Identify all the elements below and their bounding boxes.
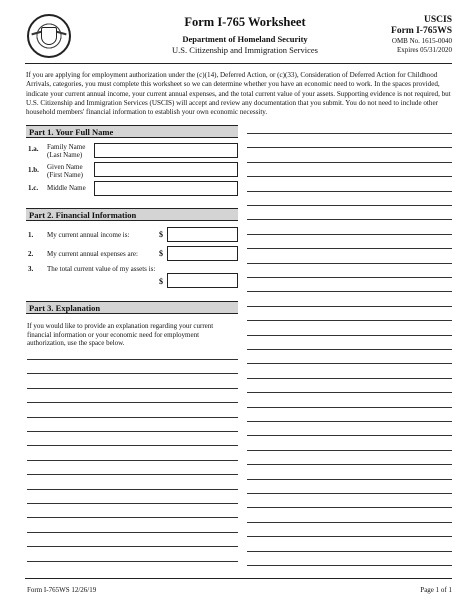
given-name-input[interactable] — [94, 162, 238, 177]
expenses-currency-sign: $ — [159, 249, 163, 258]
assets-value-label: The total current value of my assets is: — [47, 265, 156, 273]
right-writing-line[interactable] — [247, 234, 452, 235]
left-writing-line[interactable] — [27, 546, 238, 547]
right-writing-line[interactable] — [247, 176, 452, 177]
right-writing-line[interactable] — [247, 551, 452, 552]
right-writing-line[interactable] — [247, 435, 452, 436]
right-writing-line[interactable] — [247, 479, 452, 480]
field-p2-3-number: 3. — [28, 265, 34, 273]
right-writing-line[interactable] — [247, 536, 452, 537]
right-writing-line[interactable] — [247, 378, 452, 379]
left-writing-line[interactable] — [27, 388, 238, 389]
left-writing-line[interactable] — [27, 503, 238, 504]
part3-header: Part 3. Explanation — [26, 301, 238, 314]
annual-income-label: My current annual income is: — [47, 231, 130, 239]
agency-code: USCIS — [424, 15, 452, 25]
right-writing-line[interactable] — [247, 291, 452, 292]
middle-name-input[interactable] — [94, 181, 238, 196]
right-writing-line[interactable] — [247, 219, 452, 220]
field-1b-number: 1.b. — [28, 166, 39, 174]
form-id-block — [352, 15, 452, 54]
right-writing-line[interactable] — [247, 493, 452, 494]
header-divider — [25, 63, 452, 64]
field-1c-number: 1.c. — [28, 184, 39, 192]
part3-instructions: If you would like to provide an explanation regarding your current financial information or your economic need for employment authorization, use the space below. — [27, 322, 214, 348]
left-writing-line[interactable] — [27, 517, 238, 518]
field-1b-label-line1: Given Name — [47, 163, 83, 171]
right-writing-line[interactable] — [247, 565, 452, 566]
right-writing-line[interactable] — [247, 392, 452, 393]
left-writing-line[interactable] — [27, 417, 238, 418]
omb-number: OMB No. 1615-0040 — [391, 37, 452, 45]
form-title: Form I-765 Worksheet — [184, 15, 306, 29]
seal-wing-right — [55, 31, 66, 39]
field-1a-label-line2: (Last Name) — [47, 151, 83, 159]
right-writing-line[interactable] — [247, 320, 452, 321]
assets-currency-sign: $ — [159, 277, 163, 286]
right-writing-line[interactable] — [247, 464, 452, 465]
income-currency-sign: $ — [159, 230, 163, 239]
right-writing-line[interactable] — [247, 147, 452, 148]
left-writing-line[interactable] — [27, 373, 238, 374]
right-writing-line[interactable] — [247, 205, 452, 206]
left-writing-line[interactable] — [27, 445, 238, 446]
right-writing-line[interactable] — [247, 335, 452, 336]
left-writing-line[interactable] — [27, 474, 238, 475]
right-writing-line[interactable] — [247, 306, 452, 307]
department-name: Department of Homeland Security — [182, 34, 308, 44]
left-writing-line[interactable] — [27, 359, 238, 360]
field-1b-label — [47, 163, 83, 179]
annual-expenses-label: My current annual expenses are: — [47, 250, 138, 258]
field-1a-label — [47, 143, 85, 159]
right-writing-line[interactable] — [247, 277, 452, 278]
field-1a-number: 1.a. — [28, 145, 39, 153]
left-writing-line[interactable] — [27, 402, 238, 403]
family-name-input[interactable] — [94, 143, 238, 158]
right-writing-line[interactable] — [247, 248, 452, 249]
right-writing-line[interactable] — [247, 407, 452, 408]
form-id: Form I-765WS — [391, 26, 452, 36]
field-1a-label-line1: Family Name — [47, 143, 86, 151]
right-writing-line[interactable] — [247, 162, 452, 163]
field-1b-label-line2: (First Name) — [47, 171, 83, 179]
right-writing-line[interactable] — [247, 507, 452, 508]
field-1c-label: Middle Name — [47, 184, 86, 192]
agency-name: U.S. Citizenship and Immigration Services — [172, 45, 318, 55]
right-writing-line[interactable] — [247, 349, 452, 350]
assets-value-input[interactable] — [167, 273, 238, 288]
right-writing-line[interactable] — [247, 421, 452, 422]
left-writing-line[interactable] — [27, 489, 238, 490]
expiration-date: Expires 05/31/2020 — [396, 46, 452, 54]
left-writing-line[interactable] — [27, 431, 238, 432]
left-writing-line[interactable] — [27, 460, 238, 461]
page-number: Page 1 of 1 — [420, 586, 452, 594]
form-edition: Form I-765WS 12/26/19 — [27, 586, 97, 594]
annual-income-input[interactable] — [167, 227, 238, 242]
left-writing-line[interactable] — [27, 561, 238, 562]
part2-header: Part 2. Financial Information — [26, 208, 238, 221]
intro-paragraph: If you are applying for employment authorization under the (c)(14), Deferred Action, or (c)(33), Consideration of Deferred Action for Childhood Arrivals, categories, you must complete this worksheet so we can determine whether you have an economic need to work. In the spaces provided, indicate your current annual income, your current annual expenses, and the total current value of your assets. Supporting evidence is not required, but U.S. Citizenship and Immigration Services (USCIS) will accept and review any documentation that you submit. You do not need to include other household members' financial information to establish your own economic necessity. — [26, 71, 451, 117]
right-writing-line[interactable] — [247, 191, 452, 192]
right-writing-line[interactable] — [247, 450, 452, 451]
dhs-seal-logo — [27, 14, 71, 58]
left-writing-line[interactable] — [27, 532, 238, 533]
right-writing-line[interactable] — [247, 263, 452, 264]
field-p2-2-number: 2. — [28, 250, 34, 258]
right-writing-line[interactable] — [247, 522, 452, 523]
footer-divider — [25, 578, 452, 579]
field-p2-1-number: 1. — [28, 231, 34, 239]
right-writing-line[interactable] — [247, 133, 452, 134]
part1-header: Part 1. Your Full Name — [26, 125, 238, 138]
right-writing-line[interactable] — [247, 363, 452, 364]
annual-expenses-input[interactable] — [167, 246, 238, 261]
